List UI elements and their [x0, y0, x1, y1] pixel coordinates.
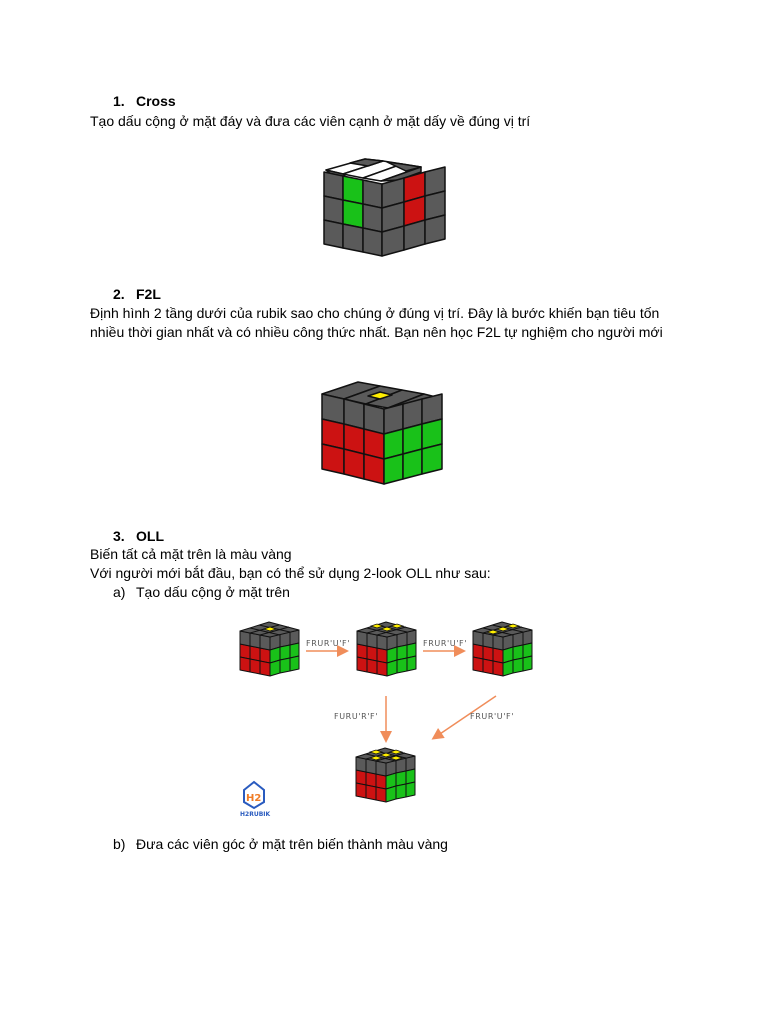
f2l-cube-right-facelet — [384, 454, 403, 484]
f2l-cube-right-facelet — [403, 449, 422, 479]
oll-diagram — [0, 610, 768, 820]
step-a-marker: a) — [113, 584, 126, 600]
section-2-text-line-2: nhiều thời gian nhất và có nhiều công thức nhất. Bạn nên học F2L tự nghiệm cho người mới — [90, 324, 663, 340]
cross-cube-left-facelet — [324, 172, 343, 200]
section-1-title: Cross — [136, 93, 176, 109]
f2l-cube-left-facelet — [344, 449, 364, 479]
step-b-marker: b) — [113, 836, 126, 852]
section-3-number: 3. — [113, 528, 125, 544]
arrow-label-2: FRUR'U'F' — [423, 639, 468, 648]
oll-cube-line — [473, 622, 532, 676]
cross-cube-right-facelet — [404, 220, 425, 250]
cross-cube-left-facelet — [363, 180, 382, 208]
cross-cube-left-facelet — [324, 196, 343, 224]
cross-cube-left-facelet — [363, 204, 382, 232]
section-1-number: 1. — [113, 93, 125, 109]
section-3-text-line-2: Với người mới bắt đầu, bạn có thể sử dụng 2-look OLL như sau: — [90, 565, 491, 581]
logo-wordmark: H2RUBIK — [240, 811, 271, 818]
step-b-text: Đưa các viên góc ở mặt trên biến thành màu vàng — [136, 836, 448, 852]
section-3-title: OLL — [136, 528, 164, 544]
arrow-label-4: FRUR'U'F' — [470, 712, 515, 721]
f2l-cube-left-facelet — [322, 444, 344, 474]
logo-mark: H2 — [246, 793, 262, 804]
cross-cube-left-facelet — [343, 176, 363, 204]
section-2-title: F2L — [136, 286, 161, 302]
cross-cube-image — [300, 150, 470, 280]
oll-cube-l-shape — [357, 622, 416, 676]
section-2-text-line-1: Định hình 2 tầng dưới của rubik sao cho chúng ở đúng vị trí. Đây là bước khiến bạn tiêu tốn — [90, 305, 660, 321]
cross-cube-right-facelet — [382, 226, 404, 256]
arrow-label-1: FRUR'U'F' — [306, 639, 351, 648]
h2rubik-logo — [240, 782, 270, 818]
cross-cube-left-facelet — [343, 224, 363, 252]
step-a-text: Tạo dấu cộng ở mặt trên — [136, 584, 290, 600]
oll-cube-cross — [356, 748, 415, 802]
cross-cube-left-facelet — [363, 228, 382, 256]
cross-cube-left-facelet — [343, 200, 363, 228]
section-2-number: 2. — [113, 286, 125, 302]
f2l-cube-image — [318, 374, 448, 494]
section-1-text-line-1: Tạo dấu cộng ở mặt đáy và đưa các viên cạnh ở mặt dấy về đúng vị trí — [90, 113, 531, 129]
oll-cube-dot — [240, 622, 299, 676]
arrow-label-3: FURU'R'F' — [334, 712, 379, 721]
cross-cube-right-facelet — [425, 215, 445, 244]
section-3-text-line-1: Biến tất cả mặt trên là màu vàng — [90, 546, 292, 562]
f2l-cube-left-facelet — [364, 454, 384, 484]
f2l-cube-right-facelet — [422, 444, 442, 474]
cross-cube-left-facelet — [324, 220, 343, 248]
